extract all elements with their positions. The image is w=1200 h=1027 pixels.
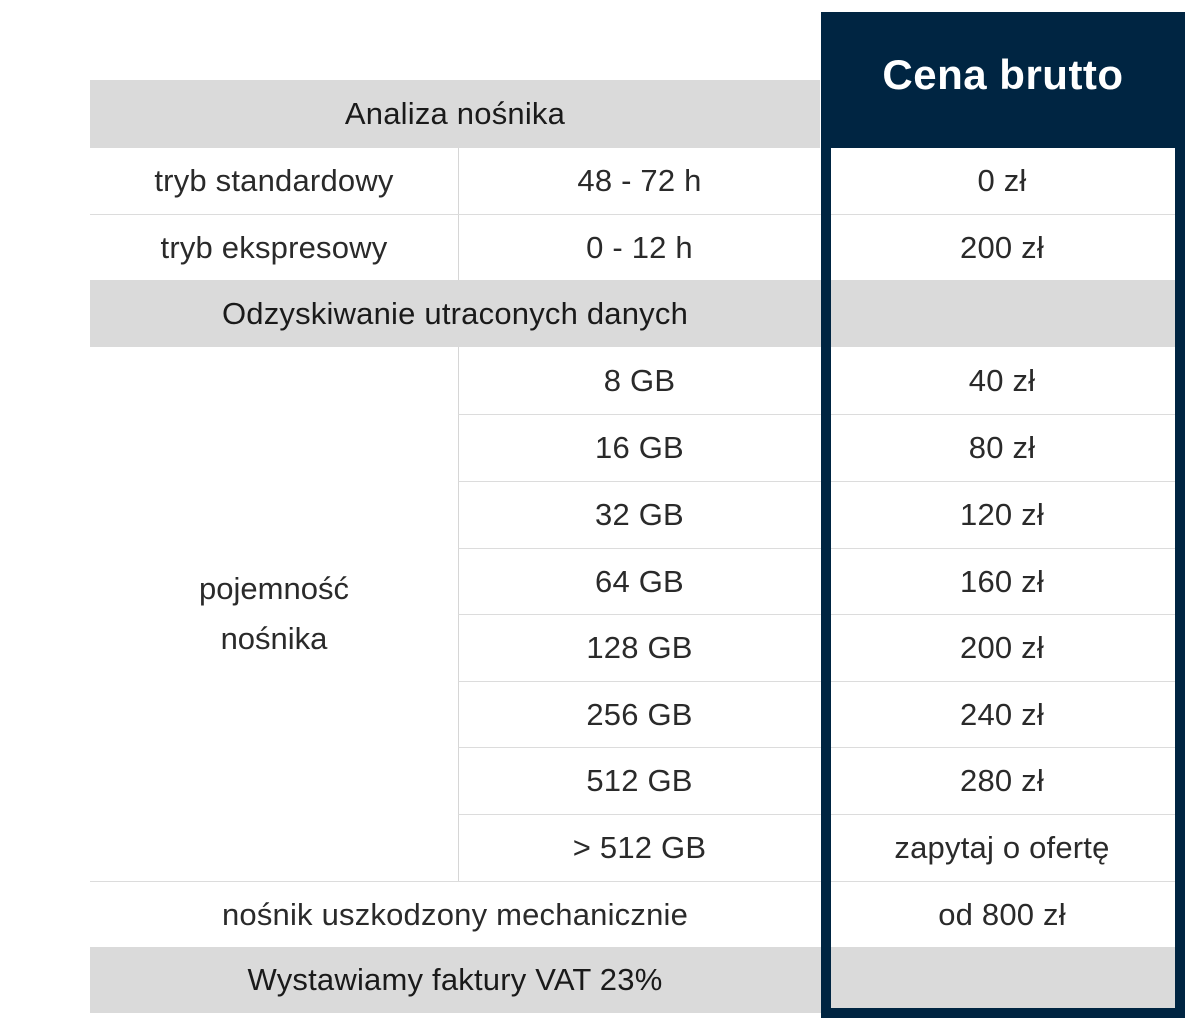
capacity-price: zapytaj o ofertę	[820, 814, 1184, 881]
capacity-size: 16 GB	[458, 414, 820, 481]
capacity-price: 240 zł	[820, 681, 1184, 747]
capacity-price: 200 zł	[820, 614, 1184, 681]
mode-price: 0 zł	[820, 148, 1184, 214]
section-title-analysis: Analiza nośnika	[90, 80, 820, 148]
mechanical-label: nośnik uszkodzony mechanicznie	[90, 882, 820, 948]
mechanical-price: od 800 zł	[820, 882, 1184, 948]
section-title-recovery: Odzyskiwanie utraconych danych	[90, 280, 820, 347]
capacity-price: 280 zł	[820, 747, 1184, 814]
section-price-blank	[820, 280, 1184, 347]
capacity-price: 40 zł	[820, 347, 1184, 414]
mode-label: tryb standardowy	[90, 148, 458, 214]
section-row-recovery	[90, 280, 1184, 347]
capacity-size: 256 GB	[458, 681, 820, 747]
capacity-size: 8 GB	[458, 347, 820, 414]
capacity-size: > 512 GB	[458, 814, 820, 881]
section-row-analysis	[90, 80, 1184, 148]
capacity-label: pojemność nośnika	[90, 347, 458, 881]
table-row	[90, 148, 1184, 214]
capacity-price: 120 zł	[820, 481, 1184, 548]
capacity-price: 160 zł	[820, 548, 1184, 614]
table-row-mechanical	[90, 881, 1184, 948]
mode-time: 48 - 72 h	[458, 148, 820, 214]
capacity-size: 64 GB	[458, 548, 820, 614]
capacity-size: 32 GB	[458, 481, 820, 548]
section-price-blank	[820, 947, 1184, 1013]
section-row-invoice	[90, 947, 1184, 1013]
mode-label: tryb ekspresowy	[90, 215, 458, 281]
mode-price: 200 zł	[820, 215, 1184, 281]
price-column-title: Cena brutto	[882, 51, 1124, 98]
table-row	[90, 214, 1184, 281]
section-title-invoice: Wystawiamy faktury VAT 23%	[90, 947, 820, 1013]
mode-time: 0 - 12 h	[458, 215, 820, 281]
capacity-price: 80 zł	[820, 414, 1184, 481]
capacity-size: 128 GB	[458, 614, 820, 681]
capacity-size: 512 GB	[458, 747, 820, 814]
